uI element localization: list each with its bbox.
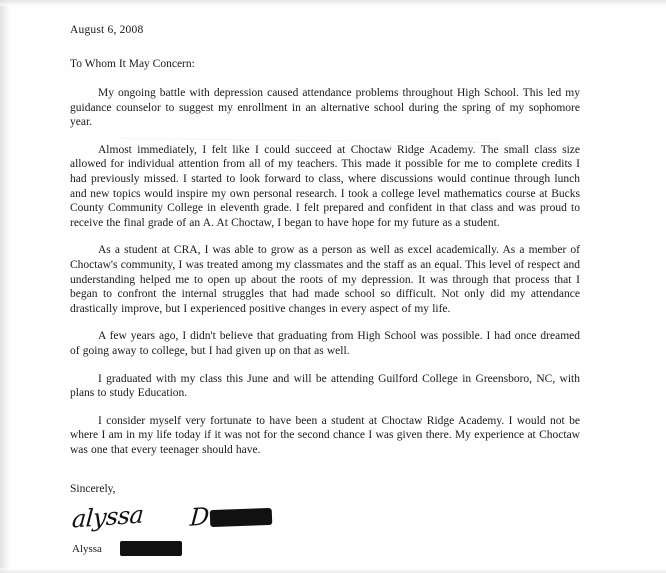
letter-closing: Sincerely, [70, 483, 116, 496]
signature-block [70, 501, 580, 563]
letter-paragraph-1: My ongoing battle with depression caused attendance problems throughout High School. This led my guidance counselor to suggest my enrollment in an alternative school during the spring of my sophomore year. [70, 87, 580, 129]
scan-edge-shadow-top [0, 0, 666, 6]
handwritten-signature-first-name: alyssa [71, 500, 145, 535]
letter-paragraph-4: A few years ago, I didn't believe that graduating from High School was possible. I had once dreamed of going away to college, but I had given up on that as well. [70, 330, 580, 357]
scan-edge-shadow-bottom [0, 568, 666, 573]
letter-paragraph-5: I graduated with my class this June and will be attending Guilford College in Greensboro, NC, with plans to study Education. [70, 372, 580, 400]
redaction-bar-typed-name [120, 541, 182, 556]
letter-paragraph-3: As a student at CRA, I was able to grow as a person as well as excel academically. As a member of Choctaw's community, I was treated among my classmates and the staff as an equal. This level of respect and understanding helped me to open up about the roots of my depression. It was through that process that I began to confront the internal struggles that had made school so difficult. Not only did my attendance drastically improve, but I experienced positive changes in every aspect of my life. [70, 244, 580, 315]
scan-edge-shadow-left [0, 0, 10, 573]
typed-signer-name: Alyssa [72, 543, 102, 556]
letter-body [70, 24, 580, 563]
letter-paragraph-2: Almost immediately, I felt like I could succeed at Choctaw Ridge Academy. The small class size allowed for individual attention from all of my teachers. This made it possible for me to complete credits I had previously missed. I started to look forward to class, where discussions would continue through lunch and new topics would inspire my own personal research. I took a college level mathematics course at Bucks County Community College in eleventh grade. I felt prepared and confident in that class and was proud to receive the final grade of an A. At Choctaw, I began to have hope for my future as a student. [70, 143, 580, 229]
letter-salutation: To Whom It May Concern: [70, 58, 195, 70]
letter-paragraph-6: I consider myself very fortunate to have been a student at Choctaw Ridge Academy. I would not be where I am in my life today if it was not for the second chance I was given there. My experience at Choctaw was one that every teenager should have. [70, 414, 580, 456]
handwritten-signature-last-name: D [189, 502, 211, 533]
letter-date: August 6, 2008 [70, 24, 144, 36]
redaction-bar-signature [210, 508, 273, 527]
